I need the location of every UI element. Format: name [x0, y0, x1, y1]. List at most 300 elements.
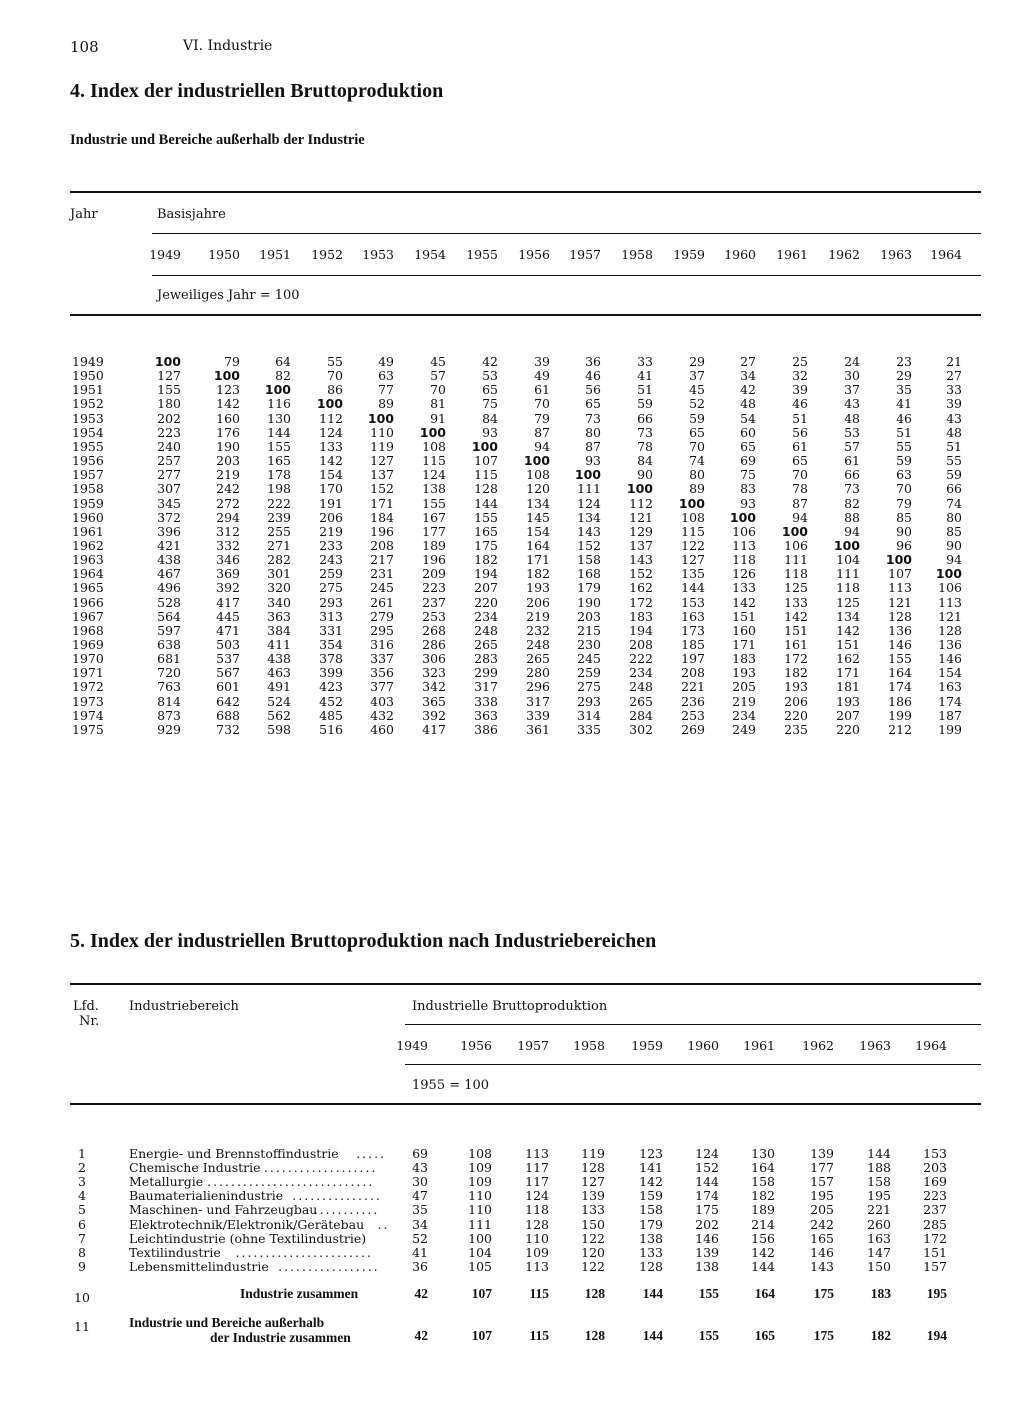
table5-total-all-nr: 11: [74, 1319, 90, 1334]
table5-row-nr: 3: [78, 1174, 86, 1190]
table4-cell: 151: [836, 637, 860, 652]
table4-cell: 230: [577, 637, 601, 652]
table4-row-year: 1964: [72, 566, 104, 582]
table4-base-year-1958: 1958: [621, 247, 653, 262]
table5-cell: 138: [695, 1258, 719, 1274]
table4-cell: 49: [534, 368, 550, 384]
table4-cell: 82: [275, 368, 291, 384]
table5-cell: 43: [412, 1160, 428, 1176]
table4-cell: 74: [689, 453, 705, 469]
table4-base-year-1952: 1952: [311, 247, 343, 262]
table4-cell: 142: [836, 622, 860, 638]
table5-total-industry-nr: 10: [74, 1290, 90, 1305]
table4-cell: 235: [784, 721, 808, 737]
table4-row-year: 1963: [72, 552, 104, 568]
table5-branch-header: Industriebereich: [129, 999, 239, 1014]
table5-cell: 195: [867, 1188, 891, 1204]
table4-cell: 155: [422, 495, 446, 511]
table4-cell: 438: [157, 552, 181, 568]
table4-base-year-1963: 1963: [880, 247, 912, 262]
table4-cell: 337: [370, 651, 394, 667]
table4-cell: 75: [740, 467, 756, 483]
table4-cell: 222: [267, 495, 291, 511]
table5-cell: 118: [525, 1202, 549, 1218]
table4-cell: 471: [216, 622, 240, 638]
table4-cell: 128: [938, 622, 962, 638]
table4-cell: 180: [157, 396, 181, 412]
table4-cell: 219: [732, 693, 756, 709]
table5-row-name: Chemische Industrie: [129, 1160, 261, 1176]
table4-row-year: 1954: [72, 424, 104, 440]
table4-cell: 174: [938, 693, 962, 709]
table4-cell: 106: [732, 523, 756, 539]
table4-row-year: 1974: [72, 707, 104, 723]
table4-cell: 234: [474, 608, 498, 624]
table4-cell: 94: [534, 438, 550, 454]
table4-cell: 111: [784, 552, 808, 568]
table4-cell: 207: [474, 580, 498, 596]
table4-cell: 115: [474, 467, 498, 483]
table5-cell: 146: [810, 1244, 834, 1260]
table5-cell: 202: [695, 1216, 719, 1232]
table4-cell: 172: [784, 651, 808, 667]
table4-cell: 296: [526, 679, 550, 695]
table4-cell: 562: [267, 707, 291, 723]
table4-cell: 191: [319, 495, 343, 511]
table4-cell: 55: [327, 354, 343, 369]
table4-cell: 220: [474, 594, 498, 610]
table4-cell: 295: [370, 622, 394, 638]
table4-cell: 108: [526, 467, 550, 483]
table4-cell: 108: [422, 438, 446, 454]
table4-cell: 85: [896, 509, 912, 525]
table4-cell: 107: [888, 566, 912, 582]
table4-cell: 259: [319, 566, 343, 582]
page-number: 108: [70, 38, 99, 56]
table4-cell: 80: [585, 424, 601, 440]
table5-cell: 139: [810, 1146, 834, 1161]
table5-nr-header-1: Lfd.: [73, 999, 99, 1014]
table4-cell: 55: [896, 438, 912, 454]
table4-cell: 221: [681, 679, 705, 695]
table5-cell: 164: [751, 1160, 775, 1176]
table5-cell: 128: [639, 1258, 663, 1274]
table4-cell: 301: [267, 566, 291, 582]
table4-cell: 33: [946, 382, 962, 398]
table5-total-industry-cell: 107: [471, 1286, 492, 1301]
table4-cell: 421: [157, 537, 181, 553]
table4-cell: 240: [157, 438, 181, 454]
table4-cell: 346: [216, 552, 240, 568]
table5-cell: 285: [923, 1216, 947, 1232]
table4-cell: 445: [216, 608, 240, 624]
table5-row-name: Leichtindustrie (ohne Textilindustrie): [129, 1230, 367, 1246]
table4-cell: 338: [474, 693, 498, 709]
table4-cell: 125: [784, 580, 808, 596]
table4-cell: 39: [534, 354, 550, 369]
table4-cell: 116: [267, 396, 291, 412]
table4-cell: 144: [681, 580, 705, 596]
table5-cell: 159: [639, 1188, 663, 1204]
table5-year-1949: 1949: [396, 1038, 428, 1053]
table4-cell: 154: [526, 523, 550, 539]
table5-total-all-cell: 115: [529, 1328, 549, 1343]
table5-total-all-cell: 42: [414, 1328, 428, 1343]
table4-cell: 399: [319, 665, 343, 681]
table5-cell: 157: [923, 1258, 947, 1274]
table4-cell: 178: [267, 467, 291, 483]
table5-cell: 109: [468, 1160, 492, 1176]
table4-cell: 339: [526, 707, 550, 723]
table4-cell: 516: [319, 721, 343, 737]
table4-cell: 56: [585, 382, 601, 398]
table4-cell: 121: [938, 608, 962, 624]
table4-cell: 100: [419, 424, 446, 440]
table4-cell: 203: [216, 453, 240, 469]
table4-cell: 199: [938, 721, 962, 737]
table4-cell: 87: [585, 438, 601, 454]
table4-cell: 392: [422, 707, 446, 723]
table5-cell: 105: [468, 1258, 492, 1274]
table4-cell: 209: [422, 566, 446, 582]
table4-base-year-1959: 1959: [673, 247, 705, 262]
table4-subtitle: Industrie und Bereiche außerhalb der Industrie: [70, 132, 365, 148]
table5-cell: 52: [412, 1230, 428, 1246]
table4-cell: 39: [792, 382, 808, 398]
table4-cell: 814: [157, 693, 181, 709]
table4-cell: 73: [585, 410, 601, 426]
table5-group-header: Industrielle Bruttoproduktion: [412, 999, 608, 1014]
table5-cell: 242: [810, 1216, 834, 1232]
table4-cell: 193: [784, 679, 808, 695]
table4-cell: 61: [792, 438, 808, 454]
table4-cell: 61: [844, 453, 860, 469]
table4-cell: 386: [474, 721, 498, 737]
table4-cell: 52: [689, 396, 705, 412]
table4-base-year-1953: 1953: [362, 247, 394, 262]
table5-nr-header-2: Nr.: [79, 1014, 100, 1029]
table4-cell: 294: [216, 509, 240, 525]
table4-cell: 73: [637, 424, 653, 440]
table5-cell: 124: [525, 1188, 549, 1204]
table4-cell: 320: [267, 580, 291, 596]
table4-row-year: 1960: [72, 509, 104, 525]
table4-cell: 174: [888, 679, 912, 695]
table4-cell: 194: [474, 566, 498, 582]
leader-dots: ...................: [263, 1161, 378, 1176]
table5-cell: 133: [639, 1244, 663, 1260]
table5-cell: 113: [525, 1146, 549, 1161]
table4-cell: 46: [896, 410, 912, 426]
table4-cell: 124: [422, 467, 446, 483]
table4-cell: 363: [267, 608, 291, 624]
table5-cell: 188: [867, 1160, 891, 1176]
table4-cell: 73: [844, 481, 860, 497]
table4-row-year: 1970: [72, 651, 104, 667]
table5-cell: 172: [923, 1230, 947, 1246]
table4-cell: 111: [577, 481, 601, 497]
table4-cell: 120: [526, 481, 550, 497]
table4-cell: 24: [844, 354, 860, 369]
table4-cell: 69: [740, 453, 756, 469]
table4-cell: 203: [577, 608, 601, 624]
table4-cell: 112: [629, 495, 653, 511]
table4-cell: 165: [474, 523, 498, 539]
table4-cell: 168: [577, 566, 601, 582]
table4-row-year: 1971: [72, 665, 104, 681]
table4-cell: 417: [422, 721, 446, 737]
table5-cell: 156: [751, 1230, 775, 1246]
table4-cell: 119: [370, 438, 394, 454]
table5-row-nr: 7: [78, 1230, 86, 1246]
table4-cell: 181: [836, 679, 860, 695]
table5-cell: 117: [525, 1160, 549, 1176]
table4-cell: 127: [157, 368, 181, 384]
table4-cell: 60: [740, 424, 756, 440]
table5-year-1960: 1960: [687, 1038, 719, 1053]
table4-cell: 70: [689, 438, 705, 454]
table5-cell: 133: [581, 1202, 605, 1218]
table5-row-name: Baumaterialienindustrie: [129, 1188, 284, 1204]
table4-cell: 186: [888, 693, 912, 709]
table4-cell: 57: [430, 368, 446, 384]
table5-cell: 144: [867, 1146, 891, 1161]
table5-total-all-cell: 128: [584, 1328, 605, 1343]
table4-cell: 89: [378, 396, 394, 412]
table4-cell: 59: [946, 467, 962, 483]
table5-cell: 139: [695, 1244, 719, 1260]
table4-row-year: 1966: [72, 594, 104, 610]
table5-cell: 130: [751, 1146, 775, 1161]
table4-cell: 124: [577, 495, 601, 511]
table4-cell: 208: [681, 665, 705, 681]
table4-cell: 340: [267, 594, 291, 610]
table5-total-all-cell: 144: [642, 1328, 663, 1343]
table5-cell: 108: [468, 1146, 492, 1161]
table5-cell: 128: [581, 1160, 605, 1176]
table5-cell: 111: [468, 1216, 492, 1232]
table4-cell: 537: [216, 651, 240, 667]
table4-cell: 403: [370, 693, 394, 709]
table4-cell: 23: [896, 354, 912, 369]
table4-cell: 197: [681, 651, 705, 667]
table4-cell: 193: [836, 693, 860, 709]
table4-cell: 239: [267, 509, 291, 525]
table4-cell: 42: [740, 382, 756, 398]
table4-cell: 170: [319, 481, 343, 497]
table4-cell: 48: [844, 410, 860, 426]
table4-year-header: Jahr: [70, 207, 98, 222]
table4-cell: 118: [784, 566, 808, 582]
table4-row-year: 1953: [72, 410, 104, 426]
table4-cell: 184: [370, 509, 394, 525]
table5-cell: 122: [581, 1258, 605, 1274]
table4-cell: 313: [319, 608, 343, 624]
table4-cell: 128: [474, 481, 498, 497]
table4-cell: 100: [523, 453, 550, 469]
table4-cell: 345: [157, 495, 181, 511]
table4-row-year: 1972: [72, 679, 104, 695]
table5-row-nr: 6: [78, 1216, 86, 1232]
table4-cell: 100: [471, 438, 498, 454]
table5-cell: 203: [923, 1160, 947, 1176]
table5-cell: 36: [412, 1258, 428, 1274]
table4-cell: 638: [157, 637, 181, 652]
table4-rule-basis: [152, 233, 981, 234]
table4-base-year-1957: 1957: [569, 247, 601, 262]
table4-cell: 236: [681, 693, 705, 709]
table5-cell: 30: [412, 1174, 428, 1190]
table5-cell: 158: [867, 1174, 891, 1190]
table4-cell: 27: [946, 368, 962, 384]
table4-cell: 164: [526, 537, 550, 553]
table4-cell: 137: [370, 467, 394, 483]
table5-total-industry-cell: 195: [926, 1286, 947, 1301]
table5-cell: 150: [581, 1216, 605, 1232]
table4-cell: 601: [216, 679, 240, 695]
table5-cell: 143: [810, 1258, 834, 1274]
table5-cell: 123: [639, 1146, 663, 1161]
table4-row-year: 1975: [72, 721, 104, 737]
table5-year-1958: 1958: [573, 1038, 605, 1053]
table4-cell: 46: [792, 396, 808, 412]
table4-cell: 113: [732, 537, 756, 553]
table5-total-industry-name: Industrie zusammen: [240, 1286, 359, 1301]
table4-cell: 248: [526, 637, 550, 652]
table4-cell: 110: [370, 424, 394, 440]
table4-cell: 234: [732, 707, 756, 723]
table4-cell: 162: [629, 580, 653, 596]
table4-cell: 79: [224, 354, 240, 369]
table4-cell: 43: [946, 410, 962, 426]
table5-total-all-name-line1: Industrie und Bereiche außerhalb: [129, 1315, 325, 1330]
table5-cell: 214: [751, 1216, 775, 1232]
table4-cell: 255: [267, 523, 291, 539]
table4-cell: 152: [629, 566, 653, 582]
table4-cell: 306: [422, 651, 446, 667]
table4-cell: 93: [585, 453, 601, 469]
table4-cell: 133: [732, 580, 756, 596]
table4-cell: 171: [836, 665, 860, 681]
table4-cell: 189: [422, 537, 446, 553]
table4-cell: 187: [938, 707, 962, 723]
table5-cell: 163: [867, 1230, 891, 1246]
table4-cell: 423: [319, 679, 343, 695]
table4-cell: 122: [681, 537, 705, 553]
table4-cell: 219: [216, 467, 240, 483]
table4-cell: 124: [319, 424, 343, 440]
table5-total-all-cell: 182: [870, 1328, 891, 1343]
table4-cell: 217: [370, 552, 394, 568]
leader-dots: ............................: [207, 1175, 375, 1190]
table5-cell: 128: [525, 1216, 549, 1232]
table4-row-year: 1958: [72, 481, 104, 497]
table4-cell: 113: [888, 580, 912, 596]
table4-cell: 123: [216, 382, 240, 398]
table5-cell: 119: [581, 1146, 605, 1161]
table4-cell: 597: [157, 622, 181, 638]
table4-base-year-1956: 1956: [518, 247, 550, 262]
table4-cell: 567: [216, 665, 240, 681]
table4-cell: 138: [422, 481, 446, 497]
table4-cell: 207: [836, 707, 860, 723]
table4-cell: 81: [430, 396, 446, 412]
table4-cell: 155: [474, 509, 498, 525]
table4-cell: 253: [681, 707, 705, 723]
table4-cell: 100: [626, 481, 653, 497]
table4-cell: 248: [629, 679, 653, 695]
table4-cell: 142: [732, 594, 756, 610]
table4-cell: 232: [526, 622, 550, 638]
table5-row-name: Textilindustrie: [129, 1244, 221, 1260]
table4-base-year-1955: 1955: [466, 247, 498, 262]
table4-cell: 202: [157, 410, 181, 426]
table4-cell: 491: [267, 679, 291, 695]
leader-dots: ..: [377, 1217, 390, 1232]
chapter-header: VI. Industrie: [183, 38, 273, 54]
table4-cell: 155: [267, 438, 291, 454]
table4-cell: 51: [896, 424, 912, 440]
table4-cell: 293: [319, 594, 343, 610]
table4-cell: 32: [792, 368, 808, 384]
table5-cell: 175: [695, 1202, 719, 1218]
table4-cell: 90: [896, 523, 912, 539]
table4-cell: 65: [482, 382, 498, 398]
table4-cell: 29: [896, 368, 912, 384]
table4-cell: 135: [681, 566, 705, 582]
table4-cell: 90: [637, 467, 653, 483]
table4-cell: 118: [732, 552, 756, 568]
table5-row-nr: 5: [78, 1202, 86, 1218]
table4-row-year: 1965: [72, 580, 104, 596]
table4-cell: 208: [370, 537, 394, 553]
table5-cell: 189: [751, 1202, 775, 1218]
table4-row-year: 1961: [72, 523, 104, 539]
table4-cell: 196: [370, 523, 394, 539]
table5-cell: 41: [412, 1244, 428, 1260]
table4-cell: 59: [689, 410, 705, 426]
table4-cell: 265: [526, 651, 550, 667]
table4-cell: 215: [577, 622, 601, 638]
table4-cell: 257: [157, 453, 181, 469]
table4-cell: 100: [885, 552, 912, 568]
table4-cell: 46: [585, 368, 601, 384]
table4-cell: 142: [216, 396, 240, 412]
table4-cell: 365: [422, 693, 446, 709]
table4-cell: 88: [844, 509, 860, 525]
table4-cell: 65: [740, 438, 756, 454]
table4-cell: 59: [637, 396, 653, 412]
table4-cell: 259: [577, 665, 601, 681]
table4-cell: 155: [157, 382, 181, 398]
table4-cell: 39: [946, 396, 962, 412]
table5-total-industry-cell: 183: [870, 1286, 891, 1301]
table4-cell: 205: [732, 679, 756, 695]
table4-cell: 25: [792, 354, 808, 369]
table4-base-year-1964: 1964: [930, 247, 962, 262]
table4-cell: 681: [157, 651, 181, 667]
table4-cell: 411: [267, 637, 291, 652]
table4-base-year-1954: 1954: [414, 247, 446, 262]
table4-cell: 763: [157, 679, 181, 695]
table5-total-all-cell: 165: [754, 1328, 775, 1343]
table4-cell: 314: [577, 707, 601, 723]
table4-cell: 154: [319, 467, 343, 483]
table4-cell: 312: [216, 523, 240, 539]
table4-cell: 363: [474, 707, 498, 723]
table4-cell: 302: [629, 721, 653, 737]
table4-cell: 212: [888, 721, 912, 737]
